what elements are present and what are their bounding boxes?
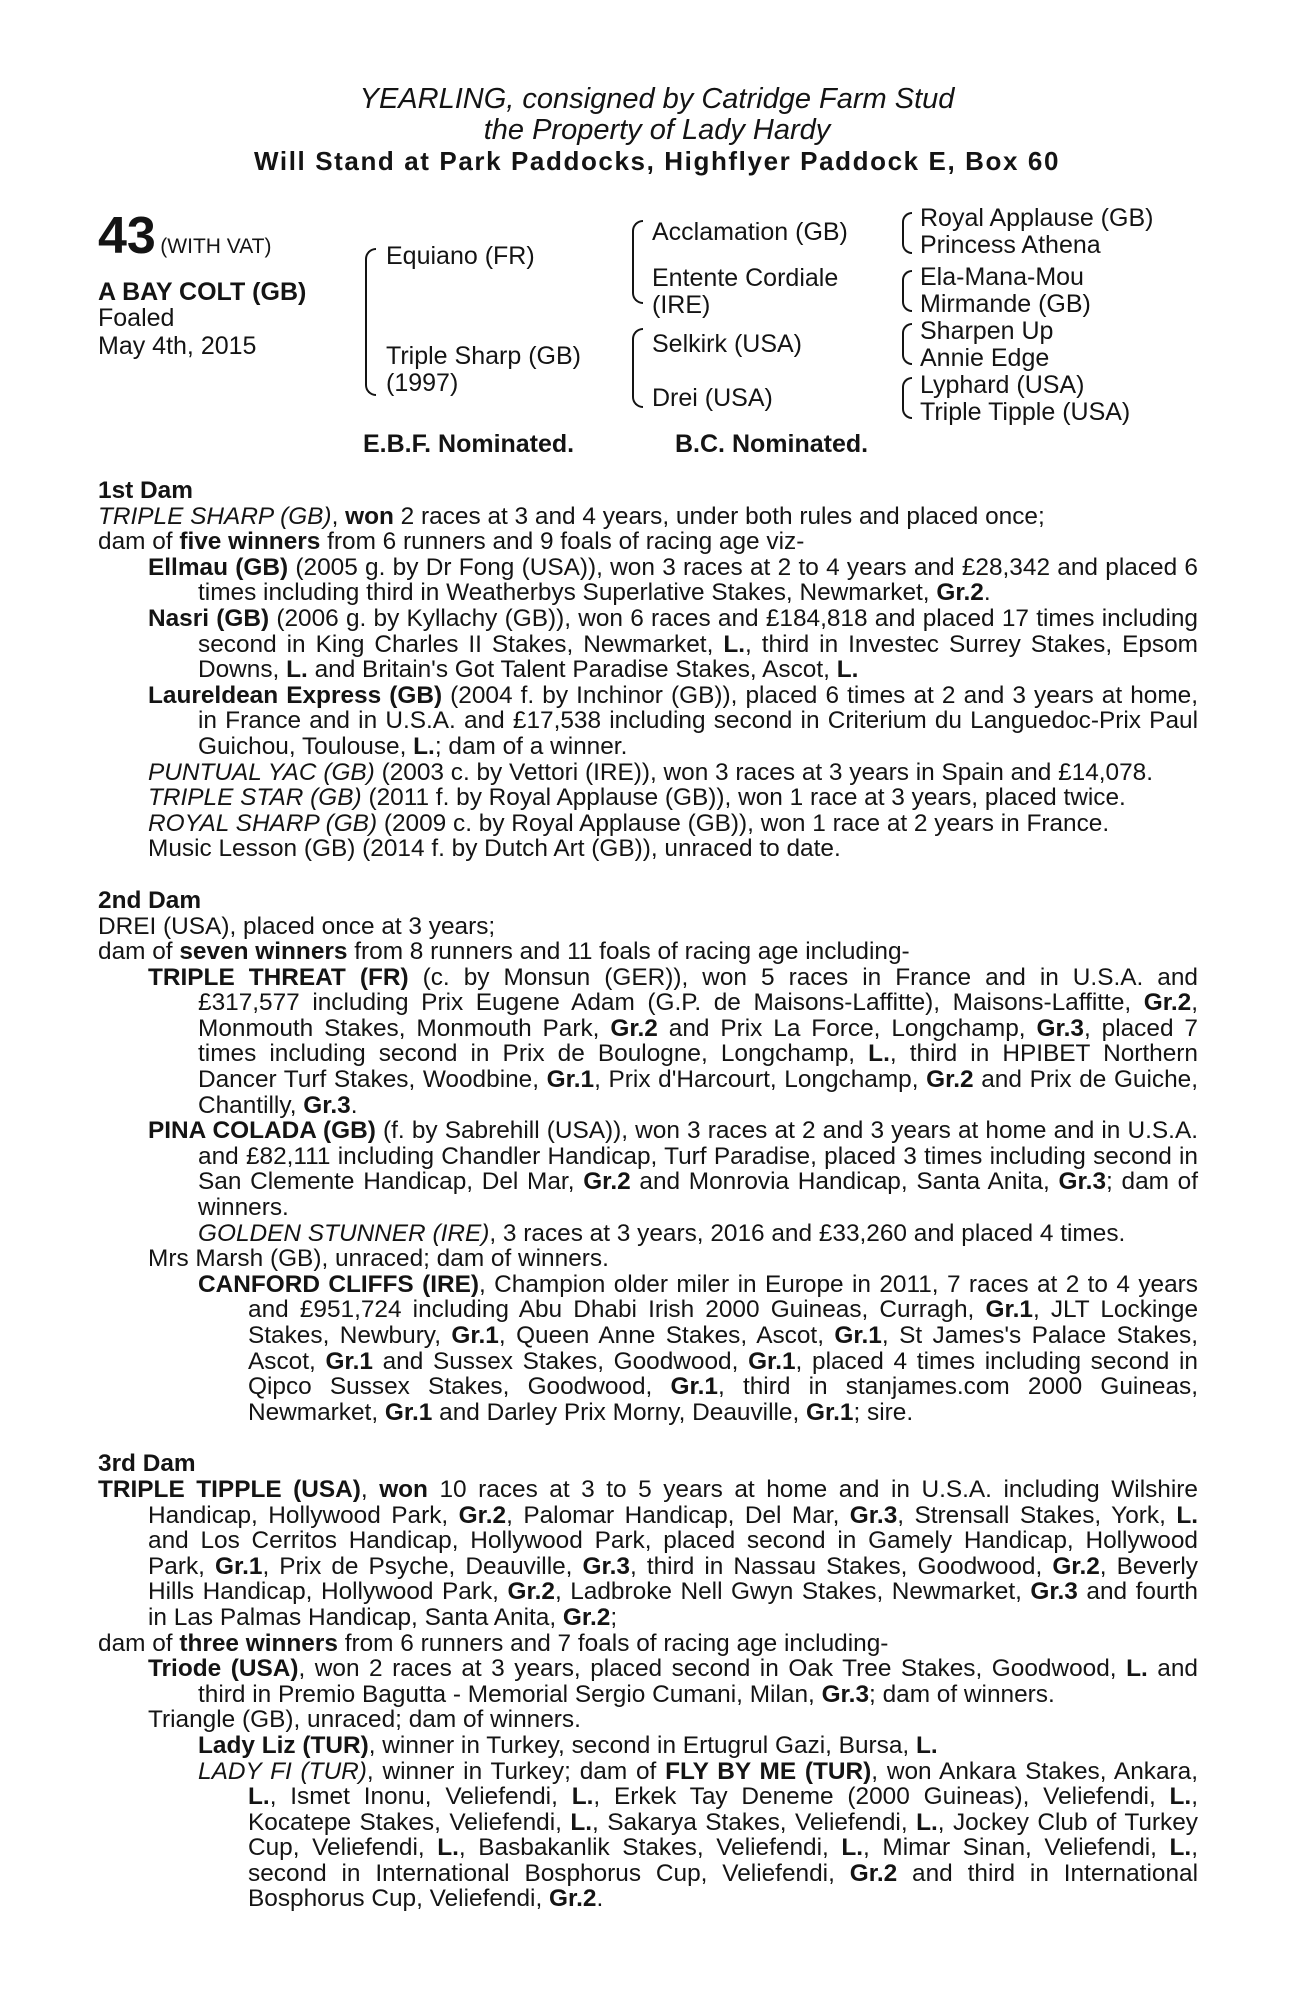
pedigree-sire: Equiano (FR) (386, 242, 535, 270)
progeny-triangle: Triangle (GB), unraced; dam of winners. (148, 1706, 581, 1734)
dam2-line1: DREI (USA), placed once at 3 years; (98, 912, 496, 940)
brace-g4 (902, 377, 912, 419)
dam1-line2: dam of five winners from 6 runners and 9 foals of racing age viz- (98, 528, 805, 556)
progeny-mrs-marsh: Mrs Marsh (GB), unraced; dam of winners. (148, 1245, 609, 1273)
bc-nomination: B.C. Nominated. (675, 430, 869, 458)
dam1-heading: 1st Dam (98, 477, 193, 504)
lot-name: A BAY COLT (GB) (98, 278, 307, 306)
header-line-3: Will Stand at Park Paddocks, Highflyer Paddock E, Box 60 (253, 146, 1061, 176)
progeny-lady-fi: LADY FI (TUR), winner in Turkey; dam of FLY BY ME (TUR), won Ankara Stakes, Ankara, L., Ismet Inonu, Veliefendi, L., Erkek Tay Deneme (2000 Guineas), Veliefendi, L., Kocatepe Stakes, Veliefendi, L., Sakarya Stakes, Veliefendi, L., Jockey Club of Turkey Cup, Veliefendi, L., Basbakanlik Stakes, Veliefendi, L., Mimar Sinan, Veliefendi, L., second in International Bosphorus Cup, Veliefendi, Gr.2 and third in International Bosphorus Cup, Veliefendi, Gr.2. (198, 1757, 1198, 1913)
foaled-label: Foaled (98, 304, 175, 332)
progeny-canford-cliffs: CANFORD CLIFFS (IRE), Champion older miler in Europe in 2011, 7 races at 2 to 4 years and £951,724 including Abu Dhabi Irish 2000 Guineas, Curragh, Gr.1, JLT Lockinge Stakes, Newbury, Gr.1, Queen Anne Stakes, Ascot, Gr.1, St James's Palace Stakes, Ascot, Gr.1 and Sussex Stakes, Goodwood, Gr.1, placed 4 times including second in Qipco Sussex Stakes, Goodwood, Gr.1, third in stanjames.com 2000 Guineas, Newmarket, Gr.1 and Darley Prix Morny, Deauville, Gr.1; sire. (198, 1270, 1199, 1426)
dam3-line2: dam of three winners from 6 runners and 7 foals of racing age including- (98, 1629, 889, 1657)
brace-sire-dam (365, 248, 376, 396)
pedigree-dam: Triple Sharp (GB) (386, 342, 581, 370)
progeny-puntual: PUNTUAL YAC (GB) (2003 c. by Vettori (IRE)), won 3 races at 3 years in Spain and £14,078. (148, 758, 1154, 786)
pedigree-g4: Mirmande (GB) (920, 290, 1091, 318)
catalogue-body (98, 478, 1198, 1912)
dam1-line1: TRIPLE SHARP (GB), won 2 races at 3 and 4 years, under both rules and placed once; (98, 502, 1045, 530)
progeny-golden-stunner: GOLDEN STUNNER (IRE), 3 races at 3 years, 2016 and £33,260 and placed 4 times. (198, 1219, 1126, 1247)
pedigree-dam-year: (1997) (386, 369, 459, 397)
progeny-triple-star: TRIPLE STAR (GB) (2011 f. by Royal Applause (GB)), won 1 race at 3 years, placed twice. (148, 784, 1126, 812)
lot-number: 43 (98, 207, 156, 265)
pedigree-g3: Ela-Mana-Mou (920, 263, 1084, 291)
pedigree-sire-dam-country: (IRE) (652, 291, 711, 319)
header-line-1: YEARLING, consigned by Catridge Farm Stud (359, 83, 955, 115)
pedigree-sire-dam: Entente Cordiale (652, 264, 839, 292)
ebf-nomination: E.B.F. Nominated. (363, 430, 575, 458)
progeny-pina-colada: PINA COLADA (GB) (f. by Sabrehill (USA)), won 3 races at 2 and 3 years at home and in U.S.A. and £82,111 including Chandler Handicap, Turf Paradise, placed 3 times including second in San Clemente Handicap, Del Mar, Gr.2 and Monrovia Handicap, Santa Anita, Gr.3; dam of winners. (148, 1117, 1199, 1222)
brace-g3 (902, 323, 912, 365)
brace-g2 (902, 270, 912, 312)
header-line-2: the Property of Lady Hardy (483, 114, 831, 146)
dam3-triple-tipple: TRIPLE TIPPLE (USA), won 10 races at 3 to 5 years at home and in U.S.A. including Wilshire Handicap, Hollywood Park, Gr.2, Palomar Handicap, Del Mar, Gr.3, Strensall Stakes, York, L. and Los Cerritos Handicap, Hollywood Park, placed second in Gamely Handicap, Hollywood Park, Gr.1, Prix de Psyche, Deauville, Gr.3, third in Nassau Stakes, Goodwood, Gr.2, Beverly Hills Handicap, Hollywood Park, Gr.2, Ladbroke Nell Gwyn Stakes, Newmarket, Gr.3 and fourth in Las Palmas Handicap, Santa Anita, Gr.2; (98, 1475, 1199, 1631)
progeny-laureldean: Laureldean Express (GB) (2004 f. by Inchinor (GB)), placed 6 times at 2 and 3 years at home, in France and in U.S.A. and £17,538 including second in Criterium du Languedoc-Prix Paul Guichou, Toulouse, L.; dam of a winner. (148, 681, 1198, 760)
brace-sire-line (632, 220, 643, 304)
vat-note: (WITH VAT) (160, 235, 272, 258)
pedigree-dam-sire: Selkirk (USA) (652, 330, 803, 358)
progeny-music-lesson: Music Lesson (GB) (2014 f. by Dutch Art (GB)), unraced to date. (148, 835, 841, 863)
progeny-nasri: Nasri (GB) (2006 g. by Kyllachy (GB)), won 6 races and £184,818 and placed 17 times including second in King Charles II Stakes, Newmarket, L., third in Investec Surrey Stakes, Epsom Downs, L. and Britain's Got Talent Paradise Stakes, Ascot, L. (148, 604, 1198, 684)
pedigree-dam-dam: Drei (USA) (652, 384, 773, 412)
progeny-lady-liz: Lady Liz (TUR), winner in Turkey, second in Ertugrul Gazi, Bursa, L. (198, 1731, 938, 1759)
progeny-triple-threat: TRIPLE THREAT (FR) (c. by Monsun (GER)), won 5 races in France and in U.S.A. and £317,577 including Prix Eugene Adam (G.P. de Maisons-Laffitte), Maisons-Laffitte, Gr.2, Monmouth Stakes, Monmouth Park, Gr.2 and Prix La Force, Longchamp, Gr.3, placed 7 times including second in Prix de Boulogne, Longchamp, L., third in HPIBET Northern Dancer Turf Stakes, Woodbine, Gr.1, Prix d'Harcourt, Longchamp, Gr.2 and Prix de Guiche, Chantilly, Gr.3. (148, 963, 1198, 1119)
foaled-date: May 4th, 2015 (98, 332, 257, 360)
dam2-line2: dam of seven winners from 8 runners and 11 foals of racing age including- (98, 938, 910, 966)
pedigree-g5: Sharpen Up (920, 317, 1054, 345)
pedigree-g7: Lyphard (USA) (920, 371, 1085, 399)
dam2-heading: 2nd Dam (98, 886, 202, 914)
pedigree-sire-sire: Acclamation (GB) (652, 218, 848, 246)
pedigree-g6: Annie Edge (920, 344, 1050, 372)
brace-g1 (902, 212, 912, 254)
brace-dam-line (632, 328, 643, 408)
dam3-heading: 3rd Dam (98, 1450, 196, 1478)
pedigree-g8: Triple Tipple (USA) (920, 398, 1131, 426)
progeny-royal-sharp: ROYAL SHARP (GB) (2009 c. by Royal Applause (GB)), won 1 race at 2 years in France. (148, 809, 1110, 837)
lot-block (98, 206, 272, 266)
pedigree-g2: Princess Athena (920, 231, 1101, 259)
pedigree-g1: Royal Applause (GB) (920, 204, 1154, 232)
progeny-ellmau: Ellmau (GB) (2005 g. by Dr Fong (USA)), won 3 races at 2 to 4 years and £28,342 and placed 6 times including third in Weatherbys Superlative Stakes, Newmarket, Gr.2. (148, 553, 1198, 607)
progeny-triode: Triode (USA), won 2 races at 3 years, placed second in Oak Tree Stakes, Goodwood, L. and third in Premio Bagutta - Memorial Sergio Cumani, Milan, Gr.3; dam of winners. (148, 1655, 1198, 1708)
